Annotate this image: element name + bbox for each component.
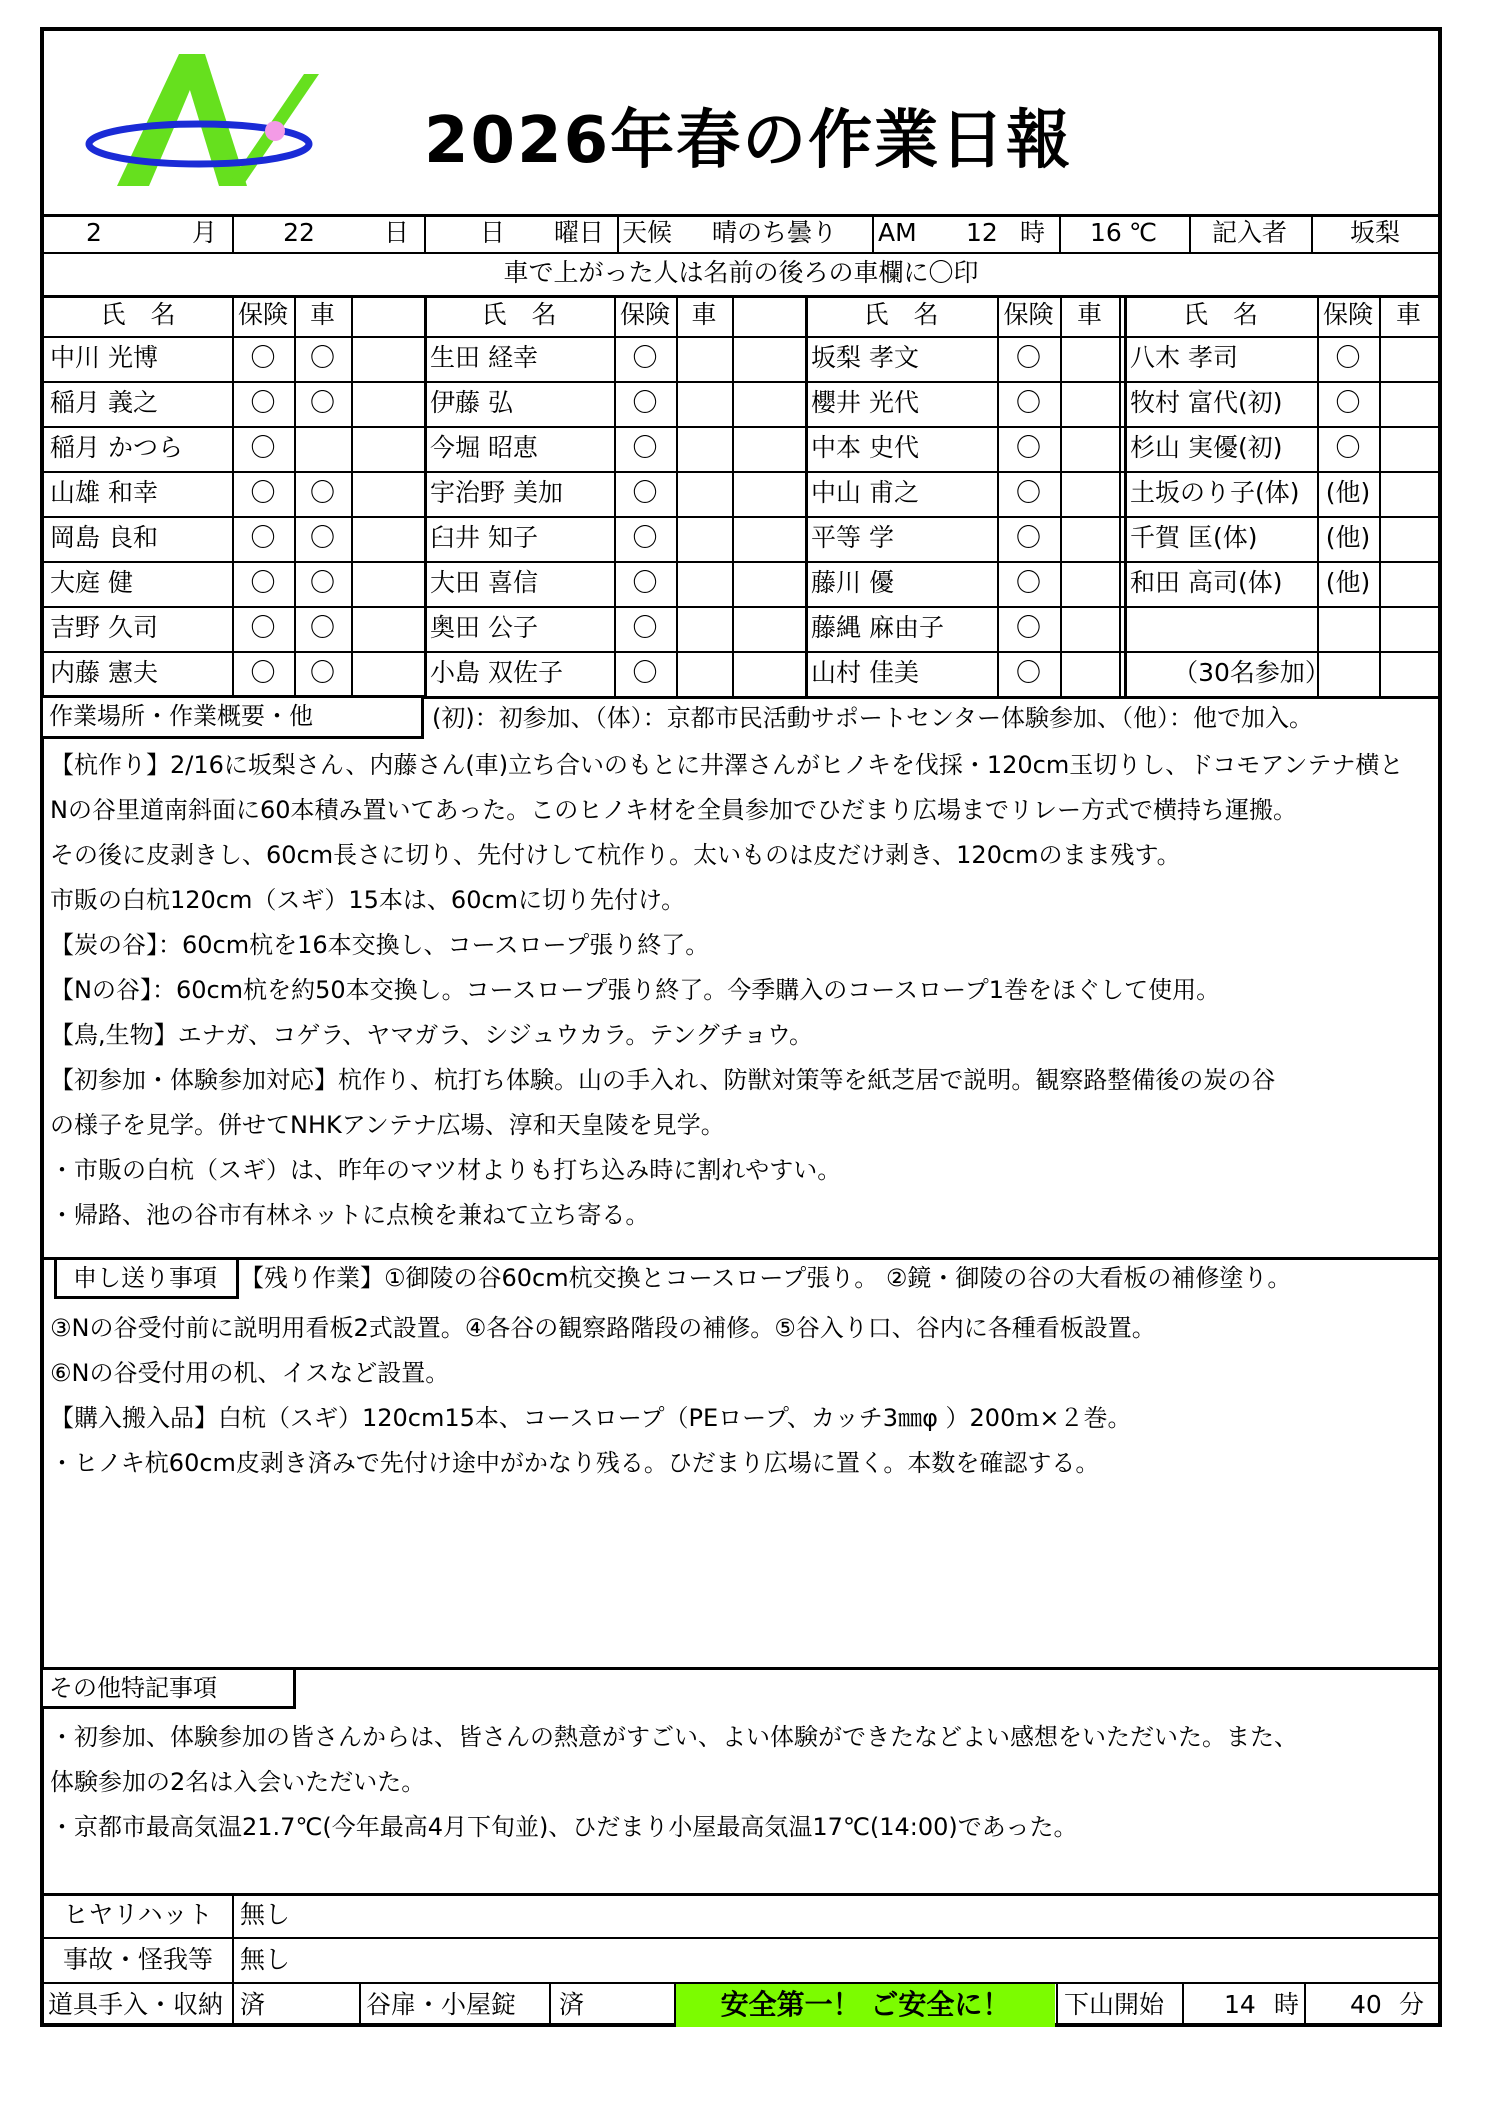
member-car-mark (1379, 471, 1438, 515)
logo-dot (265, 121, 285, 141)
member-name: 宇治野 美加 (430, 478, 563, 507)
member-insurance-mark: 〇 (1335, 433, 1361, 462)
member-name: 藤川 優 (811, 568, 894, 597)
member-insurance-mark: 〇 (632, 478, 658, 507)
member-insurance-mark (1317, 651, 1379, 695)
member-insurance-mark: 〇 (632, 388, 658, 417)
text-line: ③Nの谷受付前に説明用看板2式設置。④各谷の観察路階段の補修。⑤谷入り口、谷内に各種看板設置。 (50, 1314, 1156, 1342)
member-car-mark (1060, 381, 1119, 425)
page-title: 2026年春の作業日報 (424, 104, 1073, 178)
member-name: 奥田 公子 (430, 613, 538, 642)
member-name: 土坂のり子(体) (1130, 478, 1300, 507)
member-car-mark: 〇 (309, 388, 335, 417)
member-car-mark (1379, 336, 1438, 380)
member-insurance-mark: 〇 (1335, 343, 1361, 372)
day-unit: 日 (384, 218, 410, 247)
member-car-mark (1379, 516, 1438, 560)
roster-header-insurance: 保険 (1003, 300, 1054, 329)
member-insurance-mark: 〇 (250, 568, 276, 597)
notes-label: その他特記事項 (40, 1667, 296, 1709)
text-line: ・市販の白杭（スギ）は、昨年のマツ材よりも打ち込み時に割れやすい。 (50, 1156, 842, 1184)
member-name: 伊藤 弘 (430, 388, 513, 417)
member-car-mark (676, 471, 732, 515)
member-insurance-mark: 〇 (632, 568, 658, 597)
member-car-mark (676, 516, 732, 560)
text-line: 【初参加・体験参加対応】杭作り、杭打ち体験。山の手入れ、防獣対策等を紙芝居で説明。観察路整備後の炭の谷 (50, 1066, 1276, 1094)
roster-header-name: 氏 名 (481, 300, 557, 329)
member-name: 臼井 知子 (430, 523, 538, 552)
roster-header-car: 車 (691, 300, 717, 329)
text-line: 【杭作り】2/16に坂梨さん、内藤さん(車)立ち合いのもとに井澤さんがヒノキを伐採・120cm玉切りし、ドコモアンテナ横と (50, 751, 1404, 779)
hour-unit: 時 (1274, 1990, 1300, 2019)
safety-slogan: 安全第一！ ご安全に！ (676, 1984, 1055, 2027)
text-line: 体験参加の2名は入会いただいた。 (50, 1768, 426, 1796)
month-value: 2 (86, 218, 102, 247)
daily-report-sheet (40, 27, 1442, 2027)
member-insurance-mark: 〇 (632, 523, 658, 552)
member-insurance-mark: 〇 (1015, 343, 1041, 372)
day-value: 22 (283, 218, 315, 247)
member-car-mark (676, 426, 732, 470)
member-name: 今堀 昭恵 (430, 433, 538, 462)
member-insurance-mark: 〇 (250, 658, 276, 687)
member-name (1124, 606, 1130, 650)
temperature-value: 16 (1090, 218, 1122, 247)
member-insurance-mark: (他) (1325, 523, 1371, 552)
text-line: ・ヒノキ杭60cm皮剥き済みで先付け途中がかなり残る。ひだまり広場に置く。本数を確認する。 (50, 1449, 1100, 1477)
org-logo (79, 46, 329, 196)
member-car-mark (1379, 606, 1438, 650)
lock-label: 谷扉・小屋錠 (366, 1990, 517, 2019)
weekday-value: 日 (480, 218, 506, 247)
temperature-unit: ℃ (1129, 218, 1158, 247)
member-name: 中山 甫之 (811, 478, 919, 507)
member-car-mark (1060, 426, 1119, 470)
text-line: 【炭の谷】：60cm杭を16本交換し、コースロープ張り終了。 (50, 931, 710, 959)
roster-header-name: 氏 名 (863, 300, 939, 329)
member-name: 中本 史代 (811, 433, 919, 462)
member-car-mark (1379, 561, 1438, 605)
member-insurance-mark: 〇 (1015, 613, 1041, 642)
member-name: 和田 高司(体) (1130, 568, 1283, 597)
time-unit: 時 (1020, 218, 1046, 247)
member-insurance-mark: 〇 (632, 343, 658, 372)
work-legend: (初)：初参加、（体）：京都市民活動サポートセンター体験参加、（他）：他で加入。 (432, 704, 1314, 732)
member-name: 吉野 久司 (50, 613, 158, 642)
member-name: 八木 孝司 (1130, 343, 1238, 372)
descent-label: 下山開始 (1064, 1990, 1165, 2019)
member-car-mark (1060, 561, 1119, 605)
member-car-mark (1060, 471, 1119, 515)
member-insurance-mark: (他) (1325, 568, 1371, 597)
member-insurance-mark: 〇 (632, 613, 658, 642)
member-insurance-mark: 〇 (1015, 658, 1041, 687)
roster-header-car: 車 (309, 300, 335, 329)
text-line: その後に皮剥きし、60cm長さに切り、先付けして杭作り。太いものは皮だけ剥き、120cmのまま残す。 (50, 841, 1181, 869)
member-name: 小島 双佐子 (430, 658, 563, 687)
member-insurance-mark: 〇 (632, 658, 658, 687)
member-car-mark (1379, 426, 1438, 470)
recorder-label: 記入者 (1212, 218, 1288, 247)
member-name: 中川 光博 (50, 343, 158, 372)
member-car-mark (676, 561, 732, 605)
member-name: 岡島 良和 (50, 523, 158, 552)
roster-header-insurance: 保険 (619, 300, 670, 329)
roster-header-insurance: 保険 (237, 300, 288, 329)
lock-value: 済 (559, 1990, 585, 2019)
text-line: ⑥Nの谷受付用の机、イスなど設置。 (50, 1359, 450, 1387)
text-line: 【鳥,生物】エナガ、コゲラ、ヤマガラ、シジュウカラ。テングチョウ。 (50, 1021, 814, 1049)
text-line: ・京都市最高気温21.7℃(今年最高4月下旬並)、ひだまり小屋最高気温17℃(14:00)であった。 (50, 1813, 1078, 1841)
member-car-mark (676, 381, 732, 425)
car-note: 車で上がった人は名前の後ろの車欄に〇印 (503, 258, 979, 287)
member-insurance-mark (1317, 606, 1379, 650)
month-unit: 月 (192, 218, 218, 247)
time-value: 12 (966, 218, 998, 247)
member-car-mark (1379, 651, 1438, 695)
member-car-mark (1060, 651, 1119, 695)
member-insurance-mark: (他) (1325, 478, 1371, 507)
handover-label: 申し送り事項 (54, 1257, 239, 1299)
member-insurance-mark: 〇 (632, 433, 658, 462)
hiyari-label: ヒヤリハット (63, 1900, 213, 1929)
roster-header-car: 車 (1395, 300, 1421, 329)
member-name: 藤縄 麻由子 (811, 613, 944, 642)
text-line: の様子を見学。併せてNHKアンテナ広場、淳和天皇陵を見学。 (50, 1111, 725, 1139)
recorder-value: 坂梨 (1350, 218, 1401, 247)
member-car-mark (1060, 516, 1119, 560)
accident-value: 無し (240, 1945, 291, 1974)
member-name: 櫻井 光代 (811, 388, 919, 417)
member-insurance-mark: 〇 (250, 343, 276, 372)
member-car-mark: 〇 (309, 478, 335, 507)
member-insurance-mark: 〇 (1015, 523, 1041, 552)
member-insurance-mark: 〇 (250, 388, 276, 417)
member-insurance-mark: 〇 (250, 433, 276, 462)
member-car-mark (676, 606, 732, 650)
text-line: 【購入搬入品】白杭（スギ）120cm15本、コースロープ（PEロープ、カッチ3㎜φ ）200ｍ×２巻。 (50, 1404, 1132, 1432)
descent-minute: 40 (1350, 1990, 1382, 2019)
hiyari-value: 無し (240, 1900, 291, 1929)
member-car-mark: 〇 (309, 613, 335, 642)
member-insurance-mark: 〇 (1015, 478, 1041, 507)
member-name: （30名参加） (1173, 658, 1330, 687)
member-name: 稲月 かつら (50, 433, 183, 462)
member-car-mark: 〇 (309, 523, 335, 552)
time-prefix: AM (878, 218, 917, 247)
member-name: 牧村 富代(初) (1130, 388, 1283, 417)
member-car-mark: 〇 (309, 658, 335, 687)
work-section-label: 作業場所・作業概要・他 (40, 695, 424, 739)
text-line: Nの谷里道南斜面に60本積み置いてあった。このヒノキ材を全員参加でひだまり広場までリレー方式で横持ち運搬。 (50, 796, 1298, 824)
member-name: 生田 経幸 (430, 343, 538, 372)
weather-label: 天候 (622, 218, 673, 247)
roster-header-name: 氏 名 (100, 300, 176, 329)
accident-label: 事故・怪我等 (62, 1945, 213, 1974)
tools-label: 道具手入・収納 (48, 1990, 224, 2019)
handover-first-line: 【残り作業】①御陵の谷60cm杭交換とコースロープ張り。 ②鏡・御陵の谷の大看板の補修塗り。 (240, 1264, 1292, 1292)
roster-header-insurance: 保険 (1322, 300, 1373, 329)
member-name: 杉山 実優(初) (1130, 433, 1283, 462)
member-name: 大庭 健 (50, 568, 133, 597)
descent-hour: 14 (1224, 1990, 1256, 2019)
member-car-mark (1060, 606, 1119, 650)
member-insurance-mark: 〇 (250, 613, 276, 642)
member-name: 山村 佳美 (811, 658, 919, 687)
roster-header-name: 氏 名 (1182, 300, 1258, 329)
member-name: 平等 学 (811, 523, 894, 552)
member-name: 大田 喜信 (430, 568, 538, 597)
member-car-mark: 〇 (309, 343, 335, 372)
weather-value: 晴のち曇り (712, 218, 838, 247)
member-name: 千賀 匡(体) (1130, 523, 1258, 552)
roster-header-car: 車 (1076, 300, 1102, 329)
member-insurance-mark: 〇 (1015, 433, 1041, 462)
member-insurance-mark: 〇 (250, 523, 276, 552)
member-insurance-mark: 〇 (1015, 568, 1041, 597)
text-line: 【Nの谷】：60cm杭を約50本交換し。コースロープ張り終了。今季購入のコースロープ1巻をほぐして使用。 (50, 976, 1221, 1004)
member-car-mark (1060, 336, 1119, 380)
member-car-mark (676, 336, 732, 380)
member-car-mark (294, 426, 351, 470)
tools-value: 済 (240, 1990, 266, 2019)
member-car-mark (676, 651, 732, 695)
text-line: ・初参加、体験参加の皆さんからは、皆さんの熱意がすごい、よい体験ができたなどよい感想をいただいた。また、 (50, 1723, 1298, 1751)
member-name: 山雄 和幸 (50, 478, 158, 507)
member-insurance-mark: 〇 (1015, 388, 1041, 417)
weekday-unit: 曜日 (554, 218, 605, 247)
member-name: 稲月 義之 (50, 388, 158, 417)
member-insurance-mark: 〇 (250, 478, 276, 507)
member-name: 坂梨 孝文 (811, 343, 919, 372)
member-car-mark: 〇 (309, 568, 335, 597)
minute-unit: 分 (1399, 1990, 1425, 2019)
member-insurance-mark: 〇 (1335, 388, 1361, 417)
member-name: 内藤 憲夫 (50, 658, 158, 687)
text-line: 市販の白杭120cm（スギ）15本は、60cmに切り先付け。 (50, 886, 686, 914)
member-car-mark (1379, 381, 1438, 425)
text-line: ・帰路、池の谷市有林ネットに点検を兼ねて立ち寄る。 (50, 1201, 650, 1229)
